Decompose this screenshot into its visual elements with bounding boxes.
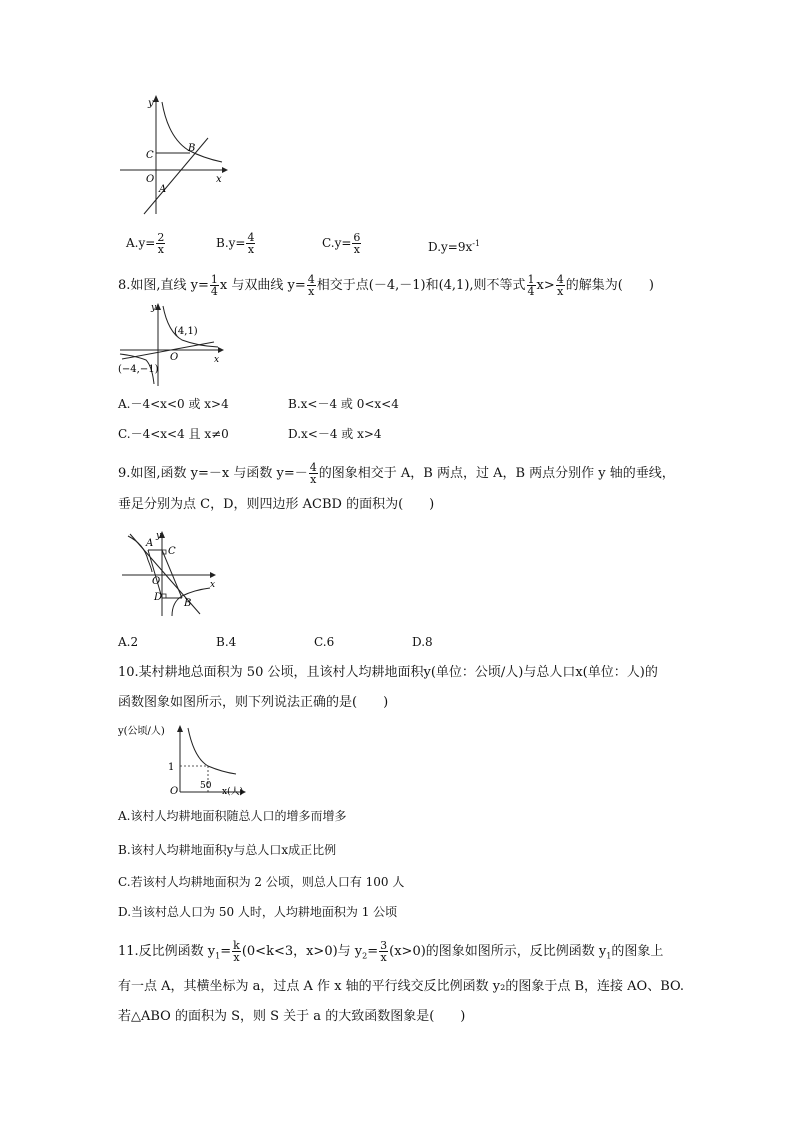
q10-stem-line1: 10.某村耕地总面积为 50 公顷，且该村人均耕地面积y(单位：公顷/人)与总人口x(单位：人)的 bbox=[118, 665, 658, 680]
q11-stem-line3: 若△ABO 的面积为 S，则 S 关于 a 的大致函数图象是( ) bbox=[118, 1009, 466, 1024]
q9-option-c[interactable]: C.6 bbox=[314, 635, 335, 649]
q8-figure bbox=[118, 302, 228, 388]
q7-figure bbox=[118, 92, 228, 216]
q11-stem-line1: 11.反比例函数 $y_1=$ $\frac{k}{x}$ (0<k<3，x>0)与 $y_2=$ $\frac{3}{x}$ (x>0)的图象如图所示，反比例函数 $y_1$的图象上 bbox=[118, 939, 664, 964]
q8-fig-point1: (4,1) bbox=[174, 326, 198, 337]
q8-option-b[interactable]: B.x<－4 或 0<x<4 bbox=[288, 397, 399, 411]
q7-fig-y: y bbox=[148, 98, 154, 109]
q7-fig-a: A bbox=[159, 184, 167, 195]
q8-stem: 8.如图,直线 y= $\frac{1}{4}$ x 与双曲线 y= $\frac{4}{x}$ 相交于点(－4,－1)和(4,1),则不等式 $\frac{1}{4}$ x> $\frac{4}{x}$ 的解集为( ) bbox=[118, 273, 654, 298]
q9-fig-a: A bbox=[146, 538, 154, 549]
q9-stem-line2: 垂足分别为点 C，D，则四边形 ACBD 的面积为( ) bbox=[118, 497, 435, 512]
q8-option-c[interactable]: C.－4<x<4 且 x≠0 bbox=[118, 427, 229, 441]
q7-option-d[interactable]: $D.y=9x^{-1}$ bbox=[428, 239, 481, 254]
q10-option-c[interactable]: C.若该村人均耕地面积为 2 公顷，则总人口有 100 人 bbox=[118, 875, 405, 889]
q10-fig-fifty: 50 bbox=[200, 781, 212, 791]
q10-fig-ylabel: y(公顷/人) bbox=[118, 726, 165, 737]
q8-option-a[interactable]: A.－4<x<0 或 x>4 bbox=[118, 397, 229, 411]
q9-fig-d: D bbox=[154, 592, 163, 603]
q7-fig-b: B bbox=[188, 143, 196, 154]
q7-fig-x: x bbox=[216, 174, 222, 185]
q10-stem-line2: 函数图象如图所示，则下列说法正确的是( ) bbox=[118, 695, 389, 710]
q9-figure bbox=[120, 530, 220, 618]
q7-option-a[interactable]: A.y= $\frac{2}{x}$ bbox=[126, 231, 165, 256]
q8-fig-point2: (−4,−1) bbox=[118, 364, 159, 375]
q9-option-b[interactable]: B.4 bbox=[216, 635, 237, 649]
q8-fig-y: y bbox=[151, 303, 157, 313]
q10-fig-o: O bbox=[170, 786, 179, 796]
q7-fig-c: C bbox=[146, 150, 154, 161]
q9-fig-o: O bbox=[152, 576, 161, 587]
q9-fig-y: y bbox=[156, 531, 162, 541]
q10-figure bbox=[118, 722, 258, 796]
q8-fig-o: O bbox=[170, 352, 179, 363]
q9-fig-b: B bbox=[184, 598, 192, 609]
q10-fig-one: 1 bbox=[168, 762, 175, 773]
q9-option-a[interactable]: A.2 bbox=[118, 635, 139, 649]
q7-fig-o: O bbox=[146, 174, 155, 185]
q9-fig-c: C bbox=[168, 546, 176, 557]
q11-stem-line2: 有一点 A，其横坐标为 a，过点 A 作 x 轴的平行线交反比例函数 y₂的图象于点 B，连接 AO、BO. bbox=[118, 979, 685, 994]
q9-stem-line1: 9.如图,函数 y=－x 与函数 y=－ $\frac{4}{x}$ 的图象相交于 A，B 两点，过 A，B 两点分别作 y 轴的垂线， bbox=[118, 461, 675, 486]
q8-option-d[interactable]: D.x<－4 或 x>4 bbox=[288, 427, 382, 441]
q9-option-d[interactable]: D.8 bbox=[412, 635, 433, 649]
q10-option-d[interactable]: D.当该村总人口为 50 人时，人均耕地面积为 1 公顷 bbox=[118, 905, 398, 919]
q9-fig-x: x bbox=[210, 580, 216, 590]
q7-option-c[interactable]: C.y= $\frac{6}{x}$ bbox=[322, 231, 361, 256]
q8-fig-x: x bbox=[214, 355, 220, 365]
q10-option-a[interactable]: A.该村人均耕地面积随总人口的增多而增多 bbox=[118, 809, 347, 823]
q10-fig-xlabel: x(人) bbox=[222, 787, 244, 796]
q10-option-b[interactable]: B.该村人均耕地面积y与总人口x成正比例 bbox=[118, 843, 337, 857]
q7-option-b[interactable]: B.y= $\frac{4}{x}$ bbox=[216, 231, 255, 256]
